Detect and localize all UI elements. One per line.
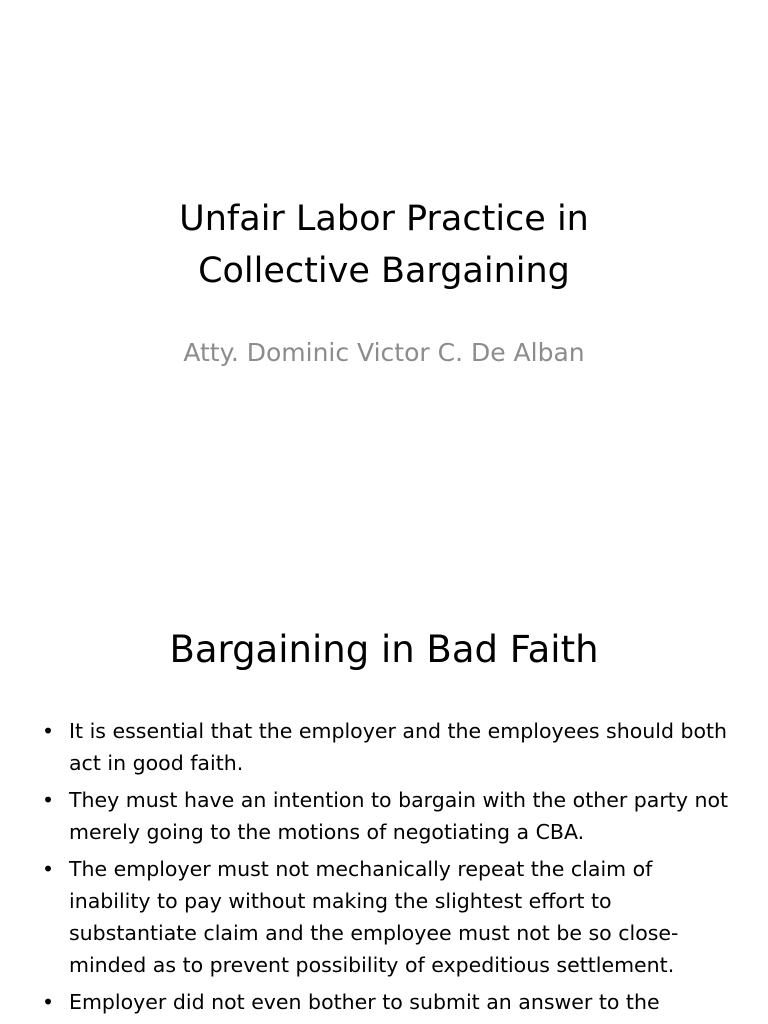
title-line-1: Unfair Labor Practice in [179, 199, 589, 239]
bullet-item [38, 784, 738, 848]
bullet-marker-icon: • [42, 857, 55, 881]
bullet-item [38, 715, 738, 779]
bullet-text: It is essential that the employer and the employees should both act in good faith. [69, 719, 728, 775]
bullet-item [38, 986, 738, 1018]
bullet-text: The employer must not mechanically repeat the claim of inability to pay without making the slightest effort to substantiate claim and the employee must not be so close-minded as to prevent possibility of expeditious settlement. [69, 857, 679, 977]
bullet-item [38, 853, 738, 981]
slide-heading: Bargaining in Bad Faith [169, 628, 599, 671]
slide-title-heading [0, 193, 768, 297]
bullet-text: They must have an intention to bargain with the other party not merely going to the motions of negotiating a CBA. [69, 788, 729, 844]
slide-bad-faith [0, 576, 768, 1024]
bullet-marker-icon: • [42, 990, 55, 1014]
bullet-text: Employer did not even bother to submit an answer to the [69, 990, 660, 1014]
bullet-marker-icon: • [42, 719, 55, 743]
bullet-list [38, 715, 738, 1023]
title-line-2: Collective Bargaining [198, 251, 570, 291]
bullet-marker-icon: • [42, 788, 55, 812]
author-subtitle: Atty. Dominic Victor C. De Alban [183, 338, 585, 367]
